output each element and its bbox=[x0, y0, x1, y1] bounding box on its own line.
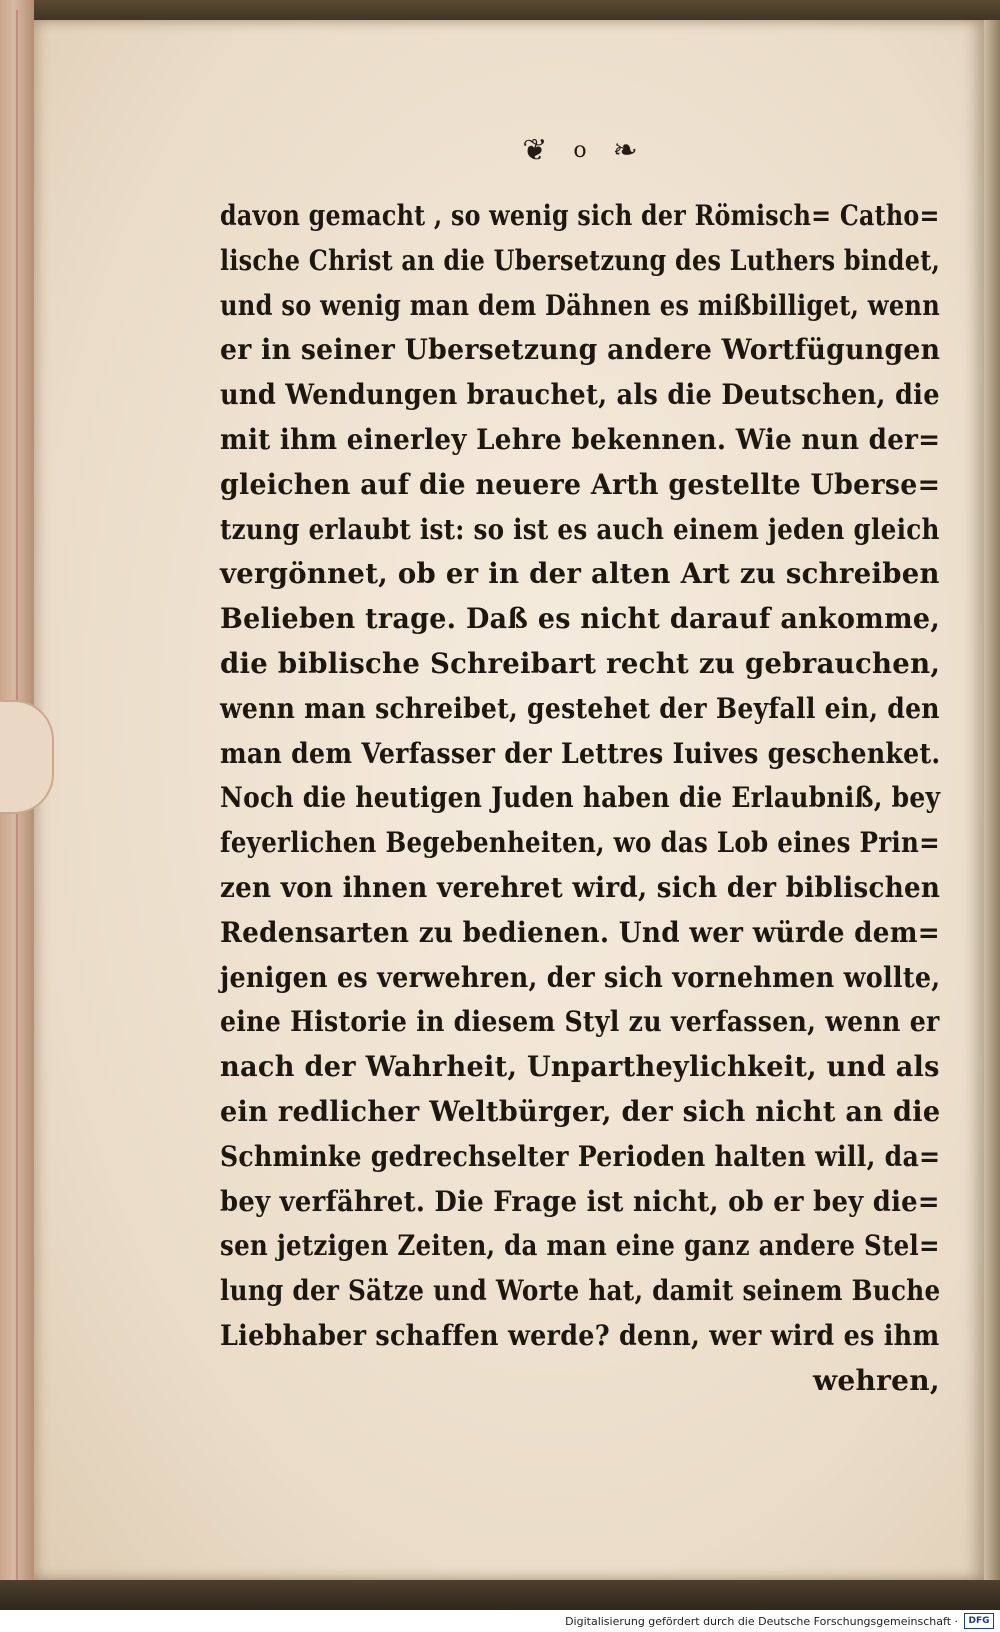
text-line: lische Christ an die Ubersetzung des Luthers bindet, bbox=[220, 243, 941, 277]
text-line: jenigen es verwehren, der sich vornehmen wollte, bbox=[220, 960, 941, 994]
text-line: man dem Verfasser der Lettres Iuives geschenket. bbox=[220, 736, 941, 770]
dfg-logo-icon: DFG bbox=[964, 1613, 994, 1629]
body-text bbox=[220, 194, 940, 1404]
page-header bbox=[480, 128, 680, 174]
text-line: und so wenig man dem Dähnen es mißbilliget, wenn bbox=[220, 288, 941, 322]
text-line: tzung erlaubt ist: so ist es auch einem jeden gleich bbox=[220, 512, 940, 546]
catchword: wehren, bbox=[812, 1363, 940, 1397]
footer-credit: Digitalisierung gefördert durch die Deutsche Forschungsgemeinschaft · bbox=[565, 1614, 958, 1628]
text-line: Liebhaber schaffen werde? denn, wer wird es ihm bbox=[220, 1318, 940, 1352]
text-line: Schminke gedrechselter Perioden halten will, da= bbox=[220, 1139, 941, 1173]
text-line: gleichen auf die neuere Arth gestellte Uberse= bbox=[220, 467, 941, 501]
book-left-cover bbox=[0, 0, 34, 1632]
ornament-left-icon: ❦ bbox=[522, 133, 548, 168]
text-line: zen von ihnen verehret wird, sich der biblischen bbox=[220, 870, 941, 904]
text-line: eine Historie in diesem Styl zu verfassen, wenn er bbox=[220, 1005, 940, 1039]
text-line: Redensarten zu bedienen. Und wer würde dem= bbox=[220, 915, 941, 949]
book-top-edge bbox=[0, 0, 1000, 22]
book-bottom-edge bbox=[0, 1580, 1000, 1610]
text-line: lung der Sätze und Worte hat, damit seinem Buche bbox=[220, 1274, 941, 1308]
book-right-edge bbox=[984, 20, 1000, 1580]
text-line: mit ihm einerley Lehre bekennen. Wie nun der= bbox=[220, 422, 941, 456]
ornament-right-icon: ❧ bbox=[612, 133, 638, 168]
text-line: nach der Wahrheit, Unpartheylichkeit, und als bbox=[220, 1050, 940, 1084]
text-line: vergönnet, ob er in der alten Art zu schreiben bbox=[220, 557, 940, 591]
text-line: Noch die heutigen Juden haben die Erlaubniß, bey bbox=[220, 781, 941, 815]
text-line: er in seiner Ubersetzung andere Wortfügungen bbox=[220, 333, 941, 367]
text-line: und Wendungen brauchet, als die Deutschen, die bbox=[220, 378, 940, 412]
text-line: ein redlicher Weltbürger, der sich nicht an die bbox=[220, 1094, 941, 1128]
text-line: die biblische Schreibart recht zu gebrauchen, bbox=[220, 646, 941, 680]
text-line: sen jetzigen Zeiten, da man eine ganz andere Stel= bbox=[220, 1229, 940, 1263]
text-line: feyerlichen Begebenheiten, wo das Lob eines Prin= bbox=[220, 826, 940, 860]
text-line: davon gemacht , so wenig sich der Römisch= Catho= bbox=[220, 199, 940, 232]
text-line: bey verfähret. Die Frage ist nicht, ob er bey die= bbox=[220, 1184, 940, 1218]
digitization-footer bbox=[0, 1610, 1000, 1632]
page-tab bbox=[0, 700, 54, 814]
text-line: wenn man schreibet, gestehet der Beyfall ein, den bbox=[220, 691, 940, 725]
text-line: Belieben trage. Daß es nicht darauf ankomme, bbox=[220, 602, 940, 636]
page-number: o bbox=[573, 138, 587, 163]
